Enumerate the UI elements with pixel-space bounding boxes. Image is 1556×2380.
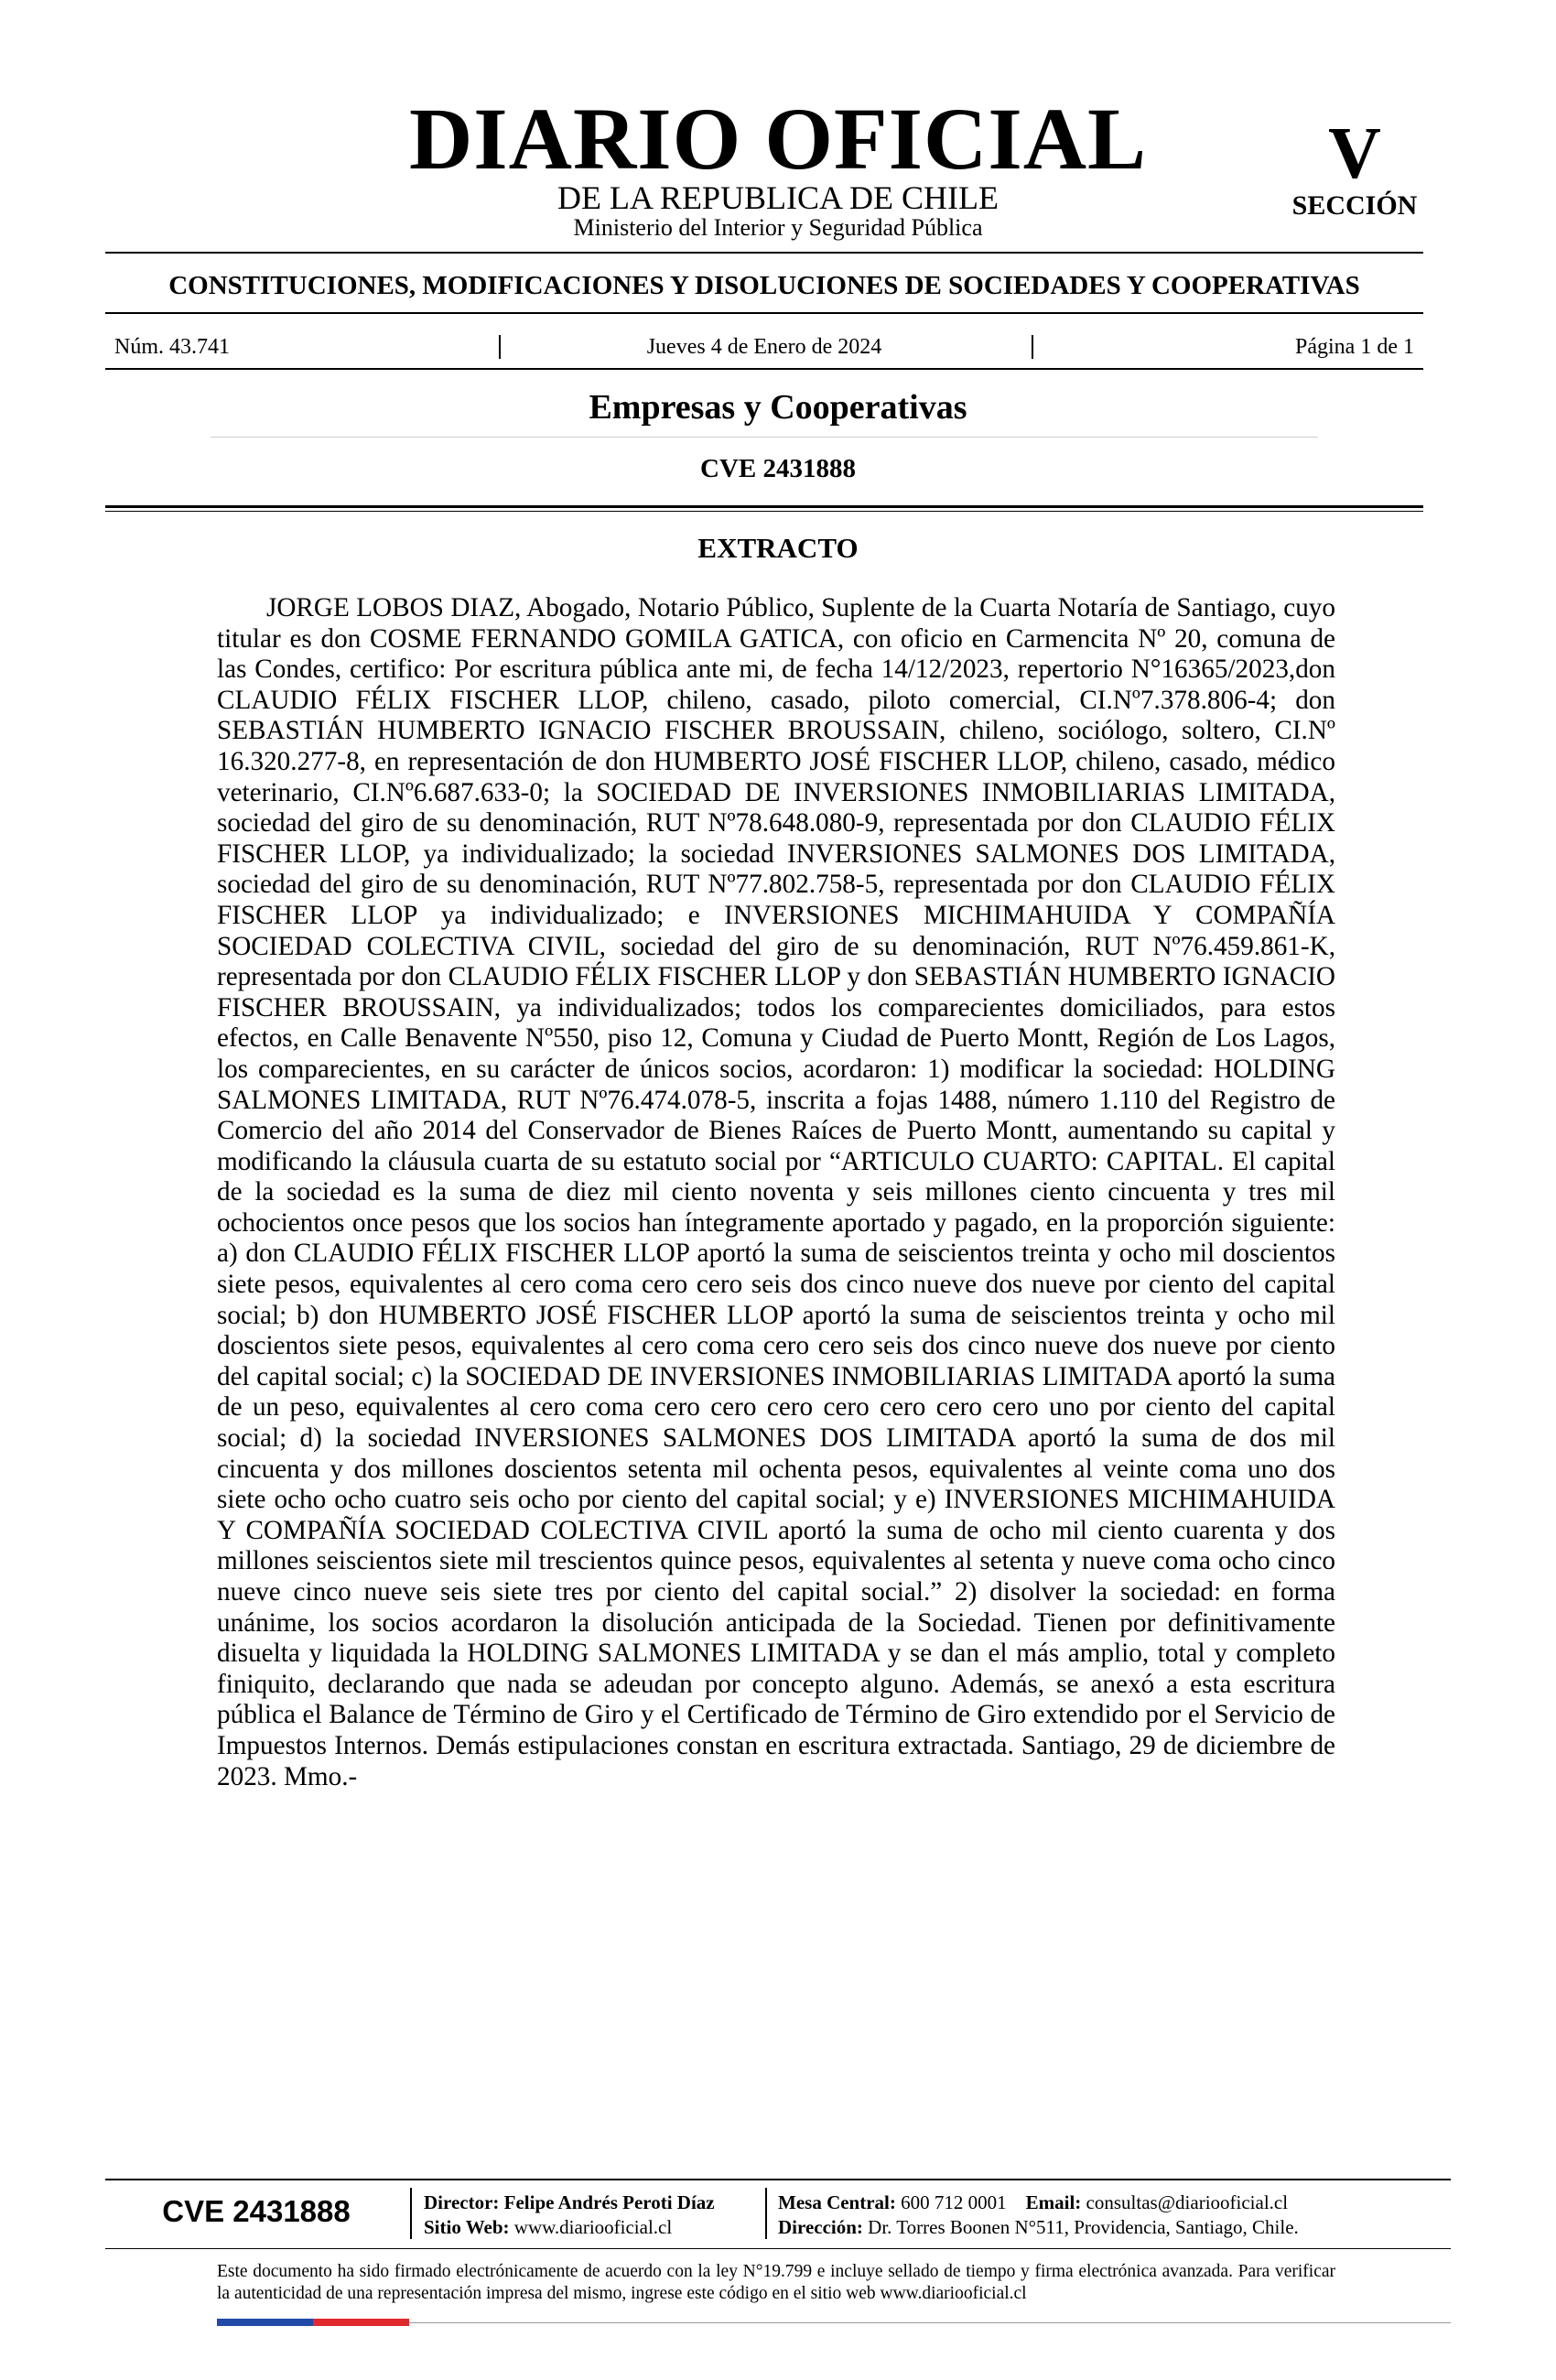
director-value: Felipe Andrés Peroti Díaz <box>503 2191 715 2213</box>
footer-rule-lower <box>105 2248 1451 2249</box>
category-subtitle: Empresas y Cooperativas <box>589 388 967 427</box>
address-value: Dr. Torres Boonen N°511, Providencia, Santiago, Chile. <box>868 2216 1299 2238</box>
footer-bottom-rule <box>409 2322 1451 2323</box>
article-body: JORGE LOBOS DIAZ, Abogado, Notario Público, Suplente de la Cuarta Notaría de Santiago, cuyo titular es don COSME FERNANDO GOMILA GATICA, con oficio en Carmencita Nº 20, comuna de las Condes, certifico: Por escritura pública ante mi, de fecha 14/12/2023, repertorio N°16365/2023,don CLAUDIO FÉLIX FISCHER LLOP, chileno, casado, piloto comercial, CI.Nº7.378.806-4; don SEBASTIÁN HUMBERTO IGNACIO FISCHER BROUSSAIN, chileno, sociólogo, soltero, CI.Nº 16.320.277-8, en representación de don HUMBERTO JOSÉ FISCHER LLOP, chileno, casado, médico veterinario, CI.Nº6.687.633-0; la SOCIEDAD DE INVERSIONES INMOBILIARIAS LIMITADA, sociedad del giro de su denominación, RUT Nº78.648.080-9, representada por don CLAUDIO FÉLIX FISCHER LLOP, ya individualizado; la sociedad INVERSIONES SALMONES DOS LIMITADA, sociedad del giro de su denominación, RUT Nº77.802.758-5, representada por don CLAUDIO FÉLIX FISCHER LLOP ya individualizado; e INVERSIONES MICHIMAHUIDA Y COMPAÑÍA SOCIEDAD COLECTIVA CIVIL, sociedad del giro de su denominación, RUT Nº76.459.861-K, representada por don CLAUDIO FÉLIX FISCHER LLOP y don SEBASTIÁN HUMBERTO IGNACIO FISCHER BROUSSAIN, ya individualizados; todos los comparecientes domiciliados, para estos efectos, en Calle Benavente Nº550, piso 12, Comuna y Ciudad de Puerto Montt, Región de Los Lagos, los comparecientes, en su carácter de únicos socios, acordaron: 1) modificar la sociedad: HOLDING SALMONES LIMITADA, RUT Nº76.474.078-5, inscrita a fojas 1488, número 1.110 del Registro de Comercio del año 2014 del Conservador de Bienes Raíces de Puerto Montt, aumentando su capital y modificando la cláusula cuarta de su estatuto social por “ARTICULO CUARTO: CAPITAL. El capital de la sociedad es la suma de diez mil ciento noventa y seis millones ciento cincuenta y tres mil ochocientos once pesos que los socios han íntegramente aportado y pagado, en la proporción siguiente: a) don CLAUDIO FÉLIX FISCHER LLOP aportó la suma de seiscientos treinta y ocho mil doscientos siete pesos, equivalentes al cero coma cero cero seis dos cinco nueve dos nueve por ciento del capital social; b) don HUMBERTO JOSÉ FISCHER LLOP aportó la suma de seiscientos treinta y ocho mil doscientos siete pesos, equivalentes al cero coma cero cero seis dos cinco nueve dos nueve por ciento del capital social; c) la SOCIEDAD DE INVERSIONES INMOBILIARIAS LIMITADA aportó la suma de un peso, equivalentes al cero coma cero cero cero cero cero cero cero uno por ciento del capital social; d) la sociedad INVERSIONES SALMONES DOS LIMITADA aportó la suma de dos mil cincuenta y dos millones doscientos setenta mil ochenta pesos, equivalentes al veinte coma uno dos siete ocho ocho cuatro seis ocho por ciento del capital social; y e) INVERSIONES MICHIMAHUIDA Y COMPAÑÍA SOCIEDAD COLECTIVA CIVIL aportó la suma de ocho mil ciento cuarenta y dos millones seiscientos siete mil trescientos quince pesos, equivalentes al setenta y nueve coma ocho cinco nueve cinco nueve seis siete tres por ciento del capital social.” 2) disolver la sociedad: en forma unánime, los socios acordaron la disolución anticipada de la Sociedad. Tienen por definitivamente disuelta y liquidada la HOLDING SALMONES LIMITADA y se dan el más amplio, total y completo finiquito, declarando que nada se adeudan por concepto alguno. Además, se anexó a esta escritura pública el Balance de Término de Giro y el Certificado de Término de Giro extendido por el Servicio de Impuestos Internos. Demás estipulaciones constan en escritura extractada. Santiago, 29 de diciembre de 2023. Mmo.- <box>217 593 1335 1791</box>
web-label: Sitio Web: <box>424 2216 510 2238</box>
masthead-rule <box>105 252 1423 254</box>
footer-cve-code: CVE 2431888 <box>162 2194 351 2228</box>
cve-code: CVE 2431888 <box>700 454 856 483</box>
issue-number: Núm. 43.741 <box>114 335 230 359</box>
article-top-rule-thin <box>105 511 1423 512</box>
footer-separator <box>765 2188 767 2239</box>
flag-stripe-blue <box>217 2319 313 2326</box>
issue-page: Página 1 de 1 <box>1295 335 1414 359</box>
mesa-value: 600 712 0001 <box>901 2191 1007 2213</box>
footer-contact-left <box>424 2191 715 2240</box>
email-value[interactable]: consultas@diariooficial.cl <box>1086 2191 1289 2213</box>
issue-separator <box>499 335 501 359</box>
footer-rule <box>105 2179 1451 2180</box>
address-label: Dirección: <box>778 2216 863 2238</box>
issue-separator <box>1032 335 1033 359</box>
subtitle-rule <box>211 437 1318 438</box>
director-label: Director: <box>424 2191 500 2213</box>
masthead-ministry: Ministerio del Interior y Seguridad Pública <box>573 214 983 241</box>
section-letter: V <box>1328 114 1381 194</box>
article-title: EXTRACTO <box>697 532 859 564</box>
issue-date: Jueves 4 de Enero de 2024 <box>646 335 882 359</box>
masthead-subtitle: DE LA REPUBLICA DE CHILE <box>557 179 999 216</box>
web-value[interactable]: www.diariooficial.cl <box>513 2216 673 2238</box>
issue-bar <box>105 331 1423 362</box>
category-rule <box>105 312 1423 314</box>
section-mark <box>1272 114 1437 222</box>
masthead-title: DIARIO OFICIAL <box>408 90 1148 188</box>
footer-legal-note: Este documento ha sido firmado electrónicamente de acuerdo con la ley N°19.799 e incluye sellado de tiempo y firma electrónica avanzada. Para verificar la autenticidad de una representación impresa del mismo, ingrese este código en el sitio web www.diariooficial.cl <box>217 2262 1335 2303</box>
article-top-rule <box>105 505 1423 508</box>
category-title: CONSTITUCIONES, MODIFICACIONES Y DISOLUCIONES DE SOCIEDADES Y COOPERATIVAS <box>168 271 1360 300</box>
footer-contact-right <box>778 2191 1299 2240</box>
flag-stripe-red <box>313 2319 409 2326</box>
section-label: SECCIÓN <box>1291 190 1418 221</box>
mesa-label: Mesa Central: <box>778 2191 896 2213</box>
footer-separator <box>410 2188 412 2239</box>
issue-rule <box>105 368 1423 370</box>
email-label: Email: <box>1025 2191 1082 2213</box>
